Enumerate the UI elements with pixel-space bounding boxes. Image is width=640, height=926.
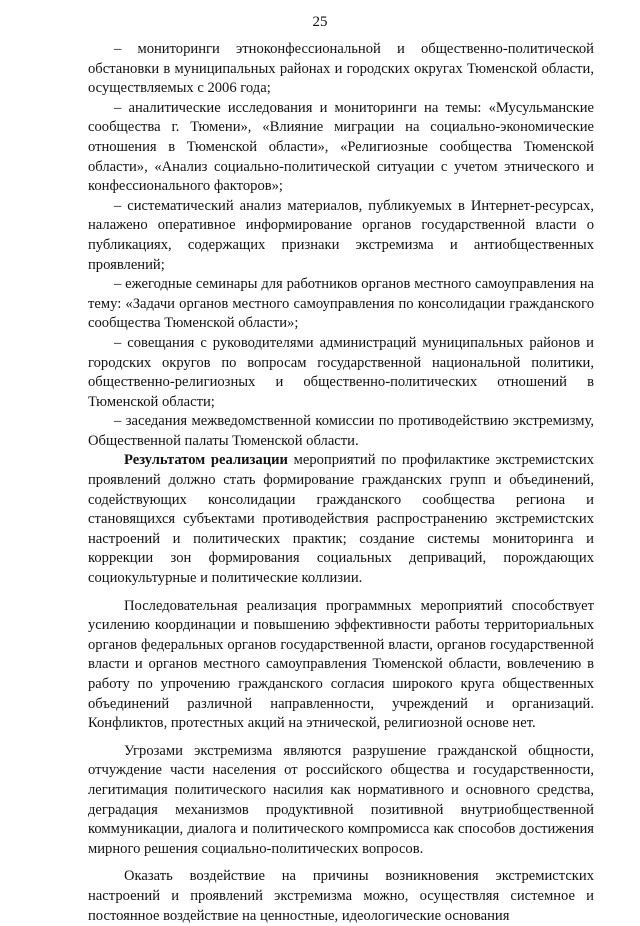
paragraph-text: – заседания межведомственной комиссии по противодействию экстремизму, Общественной палаты Тюменской области.	[88, 413, 594, 449]
paragraph-text: – ежегодные семинары для работников органов местного самоуправления на тему: «Задачи органов местного самоуправления по консолидации гражданского сообщества Тюменской области»;	[88, 276, 594, 332]
paragraph-text: – систематический анализ материалов, публикуемых в Интернет-ресурсах, налажено оперативное информирование органов государственной власти о публикациях, содержащих признаки экстремизма и антиобщественных проявлений;	[88, 197, 594, 273]
paragraph-text: – совещания с руководителями администраций муниципальных районов и городских округов по вопросам государственной национальной политики, общественно-религиозных и общественно-политических отношений в Тюменской области;	[88, 334, 594, 410]
paragraph-analytical-research	[88, 99, 594, 197]
paragraph-internet-analysis	[88, 197, 594, 275]
paragraph-implementation	[88, 597, 594, 734]
body-text	[88, 40, 594, 926]
paragraph-text: – мониторинги этноконфессиональной и общественно-политической обстановки в муниципальных районах и городских округах Тюменской области, осуществляемых с 2006 года;	[88, 41, 594, 97]
paragraph-text: – аналитические исследования и мониторинги на темы: «Мусульманские сообщества г. Тюмени», «Влияние миграции на социально-экономические отношения в Тюменской области», «Религиозные сообщества Тюменской области», «Анализ социально-политической ситуации с учетом этнического и конфессионального факторов»;	[88, 99, 594, 195]
paragraph-text: мероприятий по профилактике экстремистских проявлений должно стать формирование гражданских групп и объединений, содействующих консолидации гражданского сообщества региона и становящихся субъектами противодействия распространению экстремистских настроений и политических практик; создание системы мониторинга и коррекции зон формирования социальных деприваций, порождающих социокультурные и политические коллизии.	[88, 452, 594, 587]
paragraph-text: Оказать воздействие на причины возникновения экстремистских настроений и проявлений экстремизма можно, осуществляя системное и постоянное воздействие на ценностные, идеологические основания	[88, 868, 594, 924]
paragraph-threats	[88, 742, 594, 860]
paragraph-results	[88, 451, 594, 588]
paragraph-text: Последовательная реализация программных мероприятий способствует усилению координации и повышению эффективности работы территориальных органов федеральных органов государственной власти, органов государственной власти и органов местного самоуправления Тюменской области, вовлечению в работу по упрочению гражданского согласия широкого круга общественных объединений различной направленности, учреждений и организаций. Конфликтов, протестных акций на этнической, религиозной основе нет.	[88, 597, 594, 732]
paragraph-meetings	[88, 334, 594, 412]
paragraph-commission-sessions	[88, 412, 594, 451]
paragraph-influence	[88, 867, 594, 926]
paragraph-annual-seminars	[88, 275, 594, 334]
paragraph-bold-lead: Результатом реализации	[124, 452, 288, 469]
paragraph-text: Угрозами экстремизма являются разрушение гражданской общности, отчуждение части населения от российского общества и государственности, легитимация политического насилия как нормативного и основного средства, деградация механизмов продуктивной позитивной внутриобщественной коммуникации, диалога и политического компромисса как способов достижения мирного решения социально-политических вопросов.	[88, 742, 594, 857]
paragraph-monitoring-ethnoconfessional	[88, 40, 594, 99]
page-number: 25	[312, 14, 328, 30]
